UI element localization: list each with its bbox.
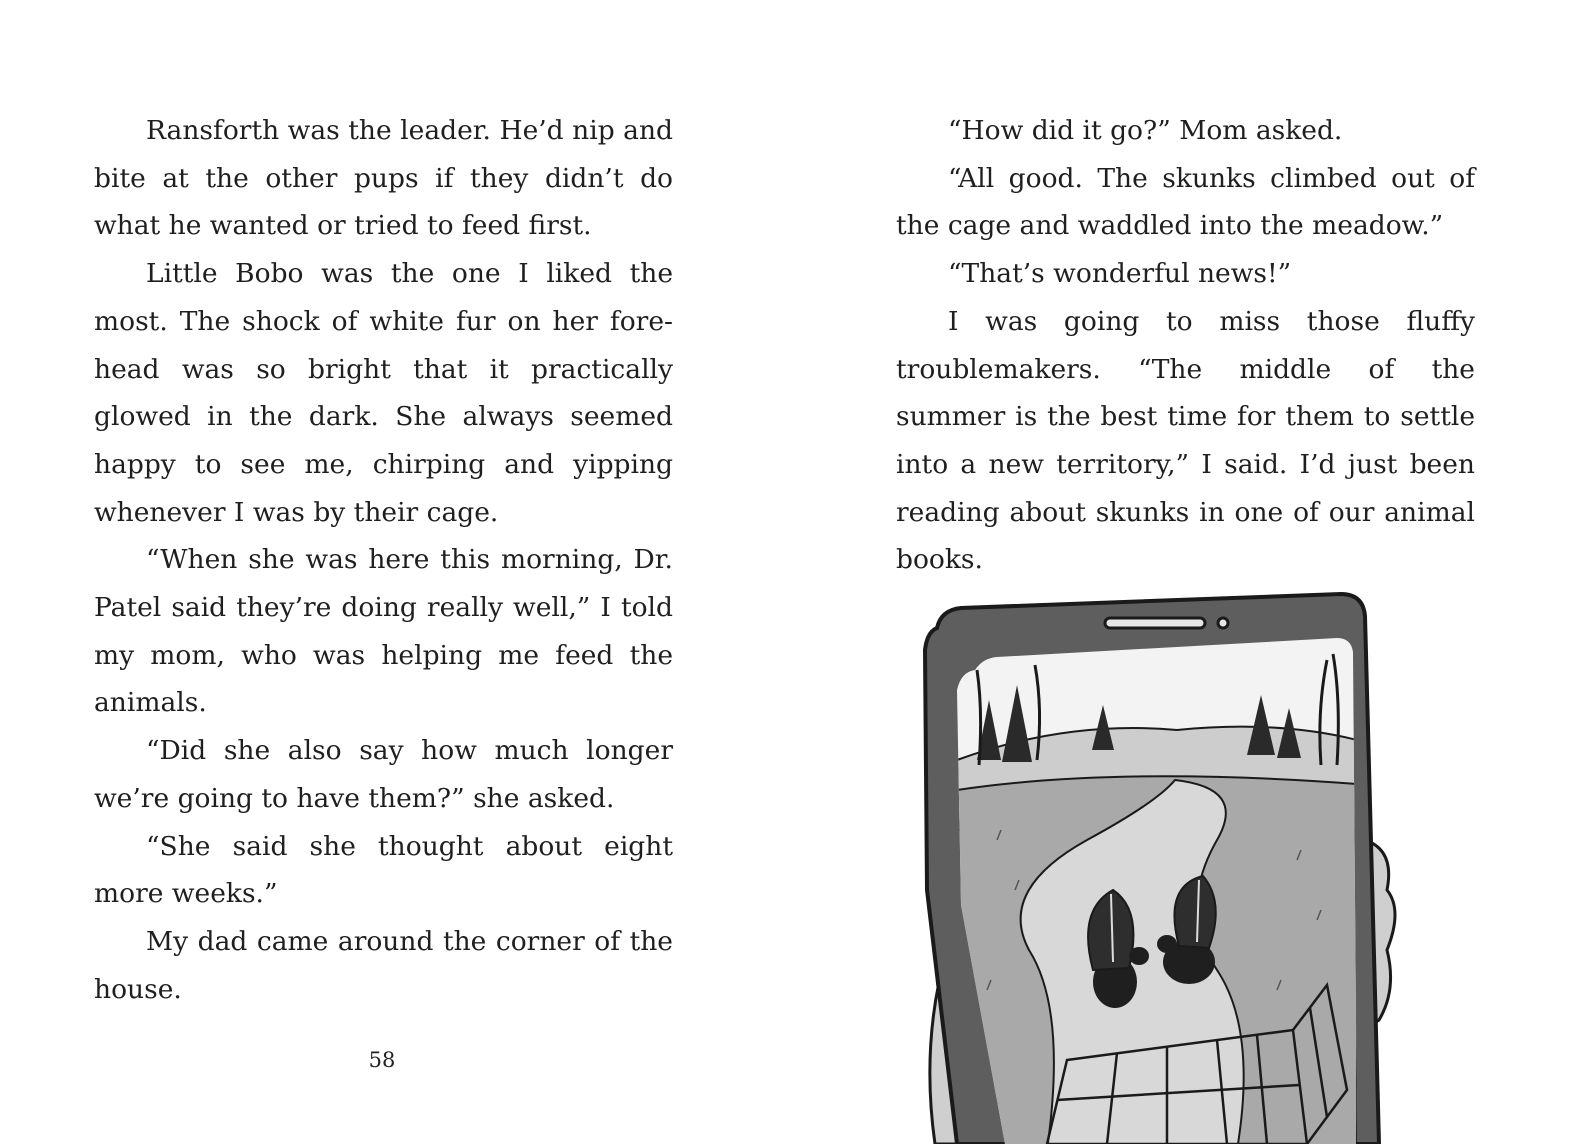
paragraph: I was going to miss those fluffy troublemakers. “The middle of the summer is the best time for them to settle into a new territory,” I said. I’d just been reading about skunks in one of our animal books. — [896, 305, 1475, 576]
paragraph: Ransforth was the leader. He’d nip and bite at the other pups if they didn’t do what he wanted or tried to feed first. — [94, 115, 673, 242]
paragraph: “How did it go?” Mom asked. — [948, 115, 1343, 146]
paragraph: “That’s wonderful news!” — [948, 258, 1292, 290]
right-page — [787, 0, 1575, 1144]
paragraph: “Did she also say how much longer we’re going to have them?” she asked. — [94, 735, 673, 814]
page-number: 58 — [368, 1048, 396, 1072]
paragraph: My dad came around the corner of the house. — [94, 925, 673, 1005]
phone-screen — [947, 630, 1367, 1144]
phone-skunks-illustration-icon — [917, 590, 1397, 1144]
left-page-text — [94, 107, 673, 1013]
right-page-text — [896, 107, 1475, 584]
paragraph: “All good. The skunks climbed out of the cage and waddled into the meadow.” — [896, 162, 1475, 242]
paragraph: Little Bobo was the one I liked the most. The shock of white fur on her forehead was so bright that it practically glowed in the dark. She always seemed happy to see me, chirping and yipping whenever I was by their cage. — [94, 258, 673, 528]
paragraph: “She said she thought about eight more weeks.” — [94, 830, 673, 910]
left-page — [0, 0, 787, 1144]
paragraph: “When she was here this morning, Dr. Patel said they’re doing really well,” I told my mom, who was helping me feed the animals. — [94, 544, 673, 719]
